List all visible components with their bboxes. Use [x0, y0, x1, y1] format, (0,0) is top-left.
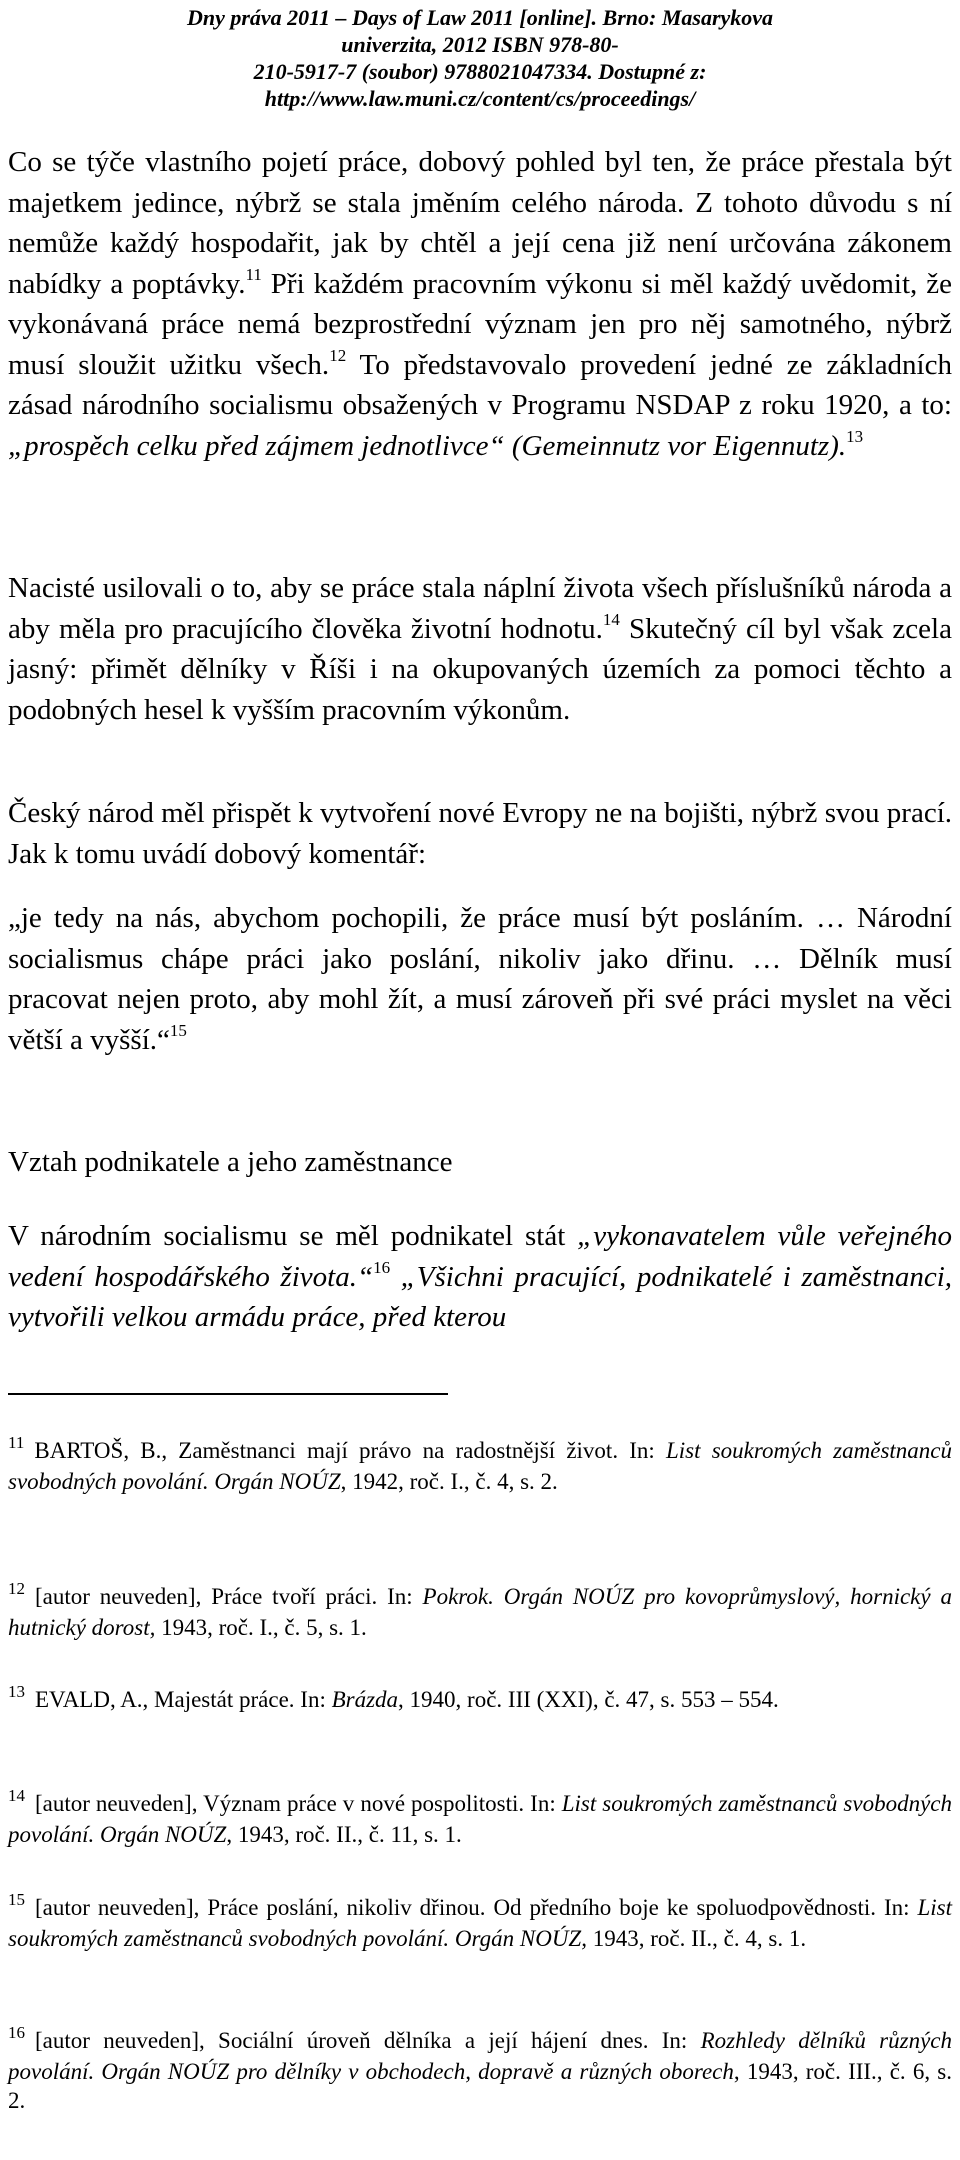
footnote-ref-14[interactable]: 14 [602, 609, 620, 629]
quote-italic: „vykonavatelem vůle veřejného vedení hospodářského života.“ [8, 1220, 952, 1293]
footnote-text: [autor neuveden], Sociální úroveň dělníka a její hájení dnes. In: [35, 2028, 701, 2053]
paragraph-text: Nacisté usilovali o to, aby se práce stala náplní života všech příslušníků národa a aby měla pro pracujícího člověka životní hodnotu. [8, 572, 952, 645]
paragraph-text: Český národ měl přispět k vytvoření nové Evropy ne na bojišti, nýbrž svou prací. Jak k tomu uvádí dobový komentář: [8, 797, 952, 870]
footnote-separator [8, 1393, 448, 1395]
footnote-text: 1943, roč. I., č. 5, s. 1. [155, 1615, 367, 1640]
paragraph-2 [8, 568, 952, 730]
footnote-number: 13 [8, 1682, 25, 1701]
footnote-source-title: Brázda [331, 1687, 399, 1712]
footnote-text: , 1940, roč. III (XXI), č. 47, s. 553 – 554. [398, 1687, 779, 1712]
footnote-12 [8, 1579, 952, 1642]
footnote-16 [8, 2023, 953, 2115]
paragraph-text: Při každém pracovním výkonu si měl každý uvědomit, že vykonávaná práce nemá bezprostřední význam jen pro něj samotného, nýbrž musí sloužit užitku všech. [8, 267, 952, 381]
footnote-number: 12 [8, 1579, 25, 1598]
section-heading: Vztah podnikatele a jeho zaměstnance [8, 1146, 453, 1178]
footnote-ref-12[interactable]: 12 [329, 345, 347, 365]
footnote-source-title: Rozhledy dělníků různých povolání. Orgán NOÚZ pro dělníky v obchodech, dopravě a různých oborech [8, 2028, 953, 2084]
footnote-ref-11[interactable]: 11 [245, 264, 262, 284]
quoted-principle: „prospěch celku před zájmem jednotlivce“ (Gemeinnutz vor Eigennutz). [8, 429, 847, 462]
footnote-text: , 1943, roč. II., č. 11, s. 1. [226, 1822, 462, 1847]
footnote-11 [8, 1433, 952, 1496]
footnote-text: [autor neuveden], Význam práce v nové pospolitosti. In: [35, 1791, 562, 1816]
footnote-13 [8, 1682, 952, 1716]
quote-text: „je tedy na nás, abychom pochopili, že práce musí být posláním. … Národní socialismus chápe práci jako poslání, nikoliv jako dřinu. … Dělník musí pracovat nejen proto, aby mohl žít, a musí zároveň při své práci myslet na věci větší a vyšší.“ [8, 902, 952, 1056]
footnote-ref-13[interactable]: 13 [846, 426, 864, 446]
footnote-text: [autor neuveden], Práce tvoří práci. In: [35, 1584, 423, 1609]
footnote-text: EVALD, A., Majestát práce. In: [35, 1687, 332, 1712]
block-quote [8, 898, 952, 1060]
paragraph-text: To představovalo provedení jedné ze základních zásad národního socialismu obsažených v Programu NSDAP z roku 1920, a to: [8, 348, 952, 421]
paragraph-text: Co se týče vlastního pojetí práce, dobový pohled byl ten, že práce přestala být majetkem jedince, nýbrž se stala jměním celého národa. Z tohoto důvodu s ní nemůže každý hospodařit, jak by chtěl a její cena již není určována zákonem nabídky a poptávky. [8, 146, 952, 300]
header-line-1: Dny práva 2011 – Days of Law 2011 [online]. Brno: Masarykova univerzita, 2012 ISBN 978-80- [186, 5, 774, 57]
footnote-ref-16[interactable]: 16 [373, 1257, 391, 1277]
footnote-ref-15[interactable]: 15 [169, 1020, 187, 1040]
footnote-number: 11 [8, 1433, 25, 1452]
footnote-text: , 1943, roč. III., č. 6, s. 2. [8, 2059, 952, 2113]
paragraph-1 [8, 142, 952, 466]
footnote-source-title: List soukromých zaměstnanců svobodných povolání. Orgán NOÚZ, [8, 1895, 952, 1951]
footnote-15 [8, 1890, 952, 1953]
paragraph-3 [8, 793, 952, 874]
footnote-source-title: List soukromých zaměstnanců svobodných povolání. Orgán NOÚZ [8, 1791, 952, 1847]
footnote-text: , 1942, roč. I., č. 4, s. 2. [340, 1469, 558, 1494]
paragraph-text: Skutečný cíl byl však zcela jasný: přimět dělníky v Říši i na okupovaných územích za pomoci těchto a podobných hesel k vyšším pracovním výkonům. [8, 612, 952, 726]
footnote-text: BARTOŠ, B., Zaměstnanci mají právo na radostnější život. In: [34, 1438, 666, 1463]
footnote-number: 14 [8, 1786, 25, 1805]
page-header [150, 4, 810, 112]
footnote-text: 1943, roč. II., č. 4, s. 1. [586, 1926, 807, 1951]
footnote-14 [8, 1786, 952, 1849]
footnote-source-title: Pokrok. Orgán NOÚZ pro kovoprůmyslový, hornický a hutnický dorost, [8, 1584, 952, 1640]
footnote-number: 15 [8, 1890, 25, 1909]
paragraph-text: V národním socialismu se měl podnikatel stát [8, 1220, 578, 1252]
header-line-2: 210-5917-7 (soubor) 9788021047334. Dostupné z: [253, 59, 707, 84]
quote-italic: „Všichni pracující, podnikatelé i zaměstnanci, vytvořili velkou armádu práce, před kterou [8, 1260, 952, 1333]
footnote-text: [autor neuveden], Práce poslání, nikoliv dřinou. Od předního boje ke spoluodpovědnosti. In: [35, 1895, 918, 1920]
footnote-source-title: List soukromých zaměstnanců svobodných povolání. Orgán NOÚZ [8, 1438, 952, 1494]
header-line-3: http://www.law.muni.cz/content/cs/proceedings/ [264, 86, 696, 111]
paragraph-5 [8, 1216, 952, 1338]
footnote-number: 16 [8, 2023, 25, 2042]
